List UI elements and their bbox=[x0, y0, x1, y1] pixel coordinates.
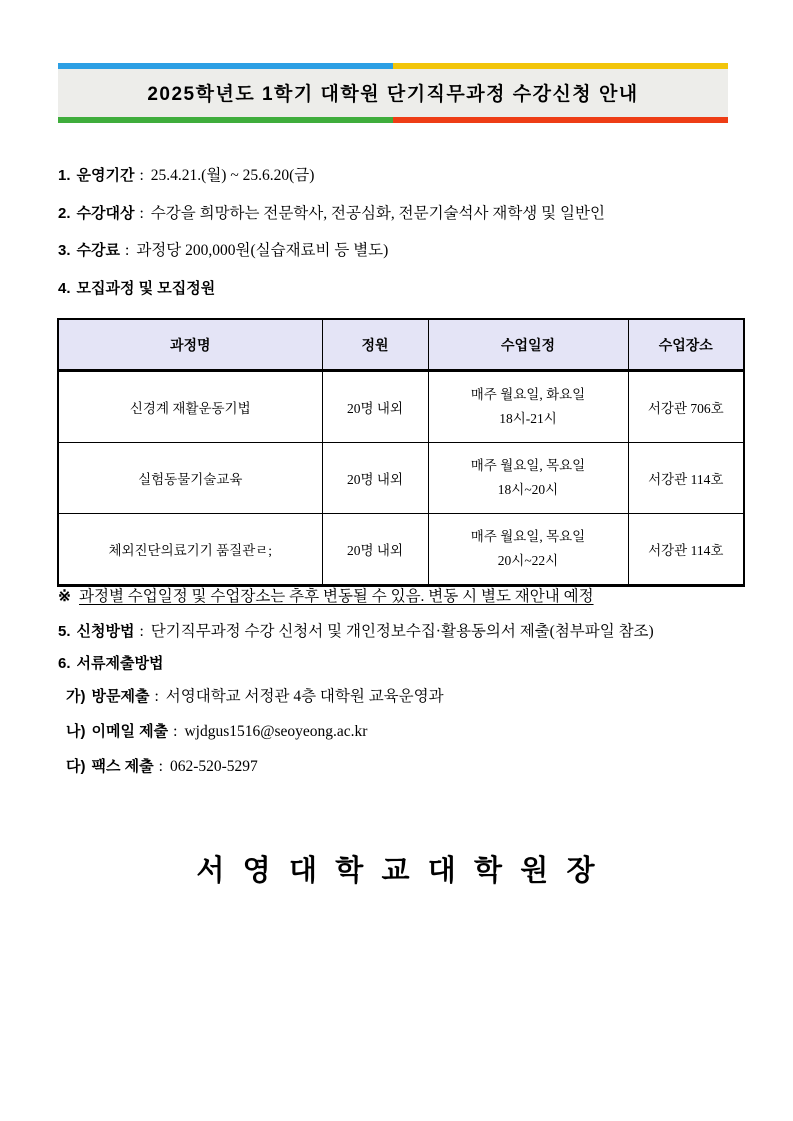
schedule-days: 매주 월요일, 화요일 bbox=[470, 387, 586, 403]
column-header-schedule: 수업일정 bbox=[428, 319, 628, 371]
schedule-change-note bbox=[58, 584, 594, 606]
item-label: 서류제출방법 bbox=[76, 655, 164, 672]
sub-item-label: 이메일 제출 bbox=[91, 723, 169, 740]
colon-separator: : bbox=[173, 723, 178, 740]
schedule-hours: 18시~20시 bbox=[497, 482, 559, 497]
item-number: 4. bbox=[58, 280, 71, 297]
item-label: 모집과정 및 모집정원 bbox=[76, 280, 216, 297]
item-document-submission-heading bbox=[58, 654, 163, 674]
item-number: 2. bbox=[58, 205, 71, 222]
item-label: 신청방법 bbox=[76, 623, 135, 640]
cell-course-name: 체외진단의료기기 품질관ㄹ; bbox=[58, 514, 322, 586]
item-text: 과정당 200,000원(실습재료비 등 별도) bbox=[136, 242, 389, 259]
course-table bbox=[57, 318, 745, 587]
email-address: wjdgus1516@seoyeong.ac.kr bbox=[184, 723, 368, 740]
cell-schedule bbox=[428, 443, 628, 514]
item-label: 운영기간 bbox=[76, 167, 135, 184]
table-row bbox=[58, 514, 744, 586]
page-title: 2025학년도 1학기 대학원 단기직무과정 수강신청 안내 bbox=[147, 84, 639, 105]
title-background bbox=[58, 69, 728, 117]
banner-bar-blue bbox=[58, 63, 393, 69]
column-header-course-name: 과정명 bbox=[58, 319, 322, 371]
item-text: 수강을 희망하는 전문학사, 전공심화, 전문기술석사 재학생 및 일반인 bbox=[150, 205, 605, 222]
cell-schedule bbox=[428, 371, 628, 443]
sub-item-number: 나) bbox=[66, 723, 86, 740]
schedule-hours: 18시-21시 bbox=[499, 411, 557, 426]
banner-bar-red bbox=[393, 117, 728, 123]
item-number: 5. bbox=[58, 623, 71, 640]
cell-course-name: 신경계 재활운동기법 bbox=[58, 371, 322, 443]
item-label: 수강대상 bbox=[76, 205, 135, 222]
cell-capacity: 20명 내외 bbox=[322, 371, 428, 443]
banner-bottom-bar bbox=[58, 117, 728, 123]
sub-item-text: 서영대학교 서정관 4층 대학원 교육운영과 bbox=[165, 688, 444, 705]
column-header-location: 수업장소 bbox=[628, 319, 744, 371]
table-header-row bbox=[58, 319, 744, 371]
reference-mark-icon: ※ bbox=[58, 588, 71, 605]
item-target-audience bbox=[58, 204, 605, 224]
cell-capacity: 20명 내외 bbox=[322, 514, 428, 586]
cell-capacity: 20명 내외 bbox=[322, 443, 428, 514]
item-application-method bbox=[58, 622, 654, 642]
colon-separator: : bbox=[139, 623, 144, 640]
colon-separator: : bbox=[139, 167, 144, 184]
colon-separator: : bbox=[125, 242, 130, 259]
schedule-hours: 20시~22시 bbox=[497, 553, 559, 568]
schedule-days: 매주 월요일, 목요일 bbox=[470, 458, 586, 474]
item-number: 1. bbox=[58, 167, 71, 184]
sub-item-visit-submission bbox=[66, 687, 444, 707]
item-number: 3. bbox=[58, 242, 71, 259]
item-operation-period bbox=[58, 166, 314, 186]
colon-separator: : bbox=[139, 205, 144, 222]
colon-separator: : bbox=[154, 688, 159, 705]
sub-item-label: 팩스 제출 bbox=[91, 758, 154, 775]
item-course-list-heading bbox=[58, 279, 215, 299]
table-row bbox=[58, 371, 744, 443]
colon-separator: : bbox=[158, 758, 163, 775]
sub-item-fax-submission bbox=[66, 757, 258, 777]
cell-course-name: 실험동물기술교육 bbox=[58, 443, 322, 514]
issuer-signature: 서 영 대 학 교 대 학 원 장 bbox=[196, 855, 597, 887]
banner-bar-yellow bbox=[393, 63, 728, 69]
item-number: 6. bbox=[58, 655, 71, 672]
cell-location: 서강관 114호 bbox=[628, 443, 744, 514]
sub-item-label: 방문제출 bbox=[91, 688, 150, 705]
cell-location: 서강관 114호 bbox=[628, 514, 744, 586]
item-text: 단기직무과정 수강 신청서 및 개인정보수집·활용동의서 제출(첨부파일 참조) bbox=[150, 623, 654, 640]
cell-location: 서강관 706호 bbox=[628, 371, 744, 443]
banner-bar-green bbox=[58, 117, 393, 123]
fax-number: 062-520-5297 bbox=[169, 758, 258, 775]
sub-item-number: 다) bbox=[66, 758, 86, 775]
table-row bbox=[58, 443, 744, 514]
sub-item-number: 가) bbox=[66, 688, 86, 705]
schedule-days: 매주 월요일, 목요일 bbox=[470, 529, 586, 545]
item-text: 25.4.21.(월) ~ 25.6.20(금) bbox=[150, 167, 315, 184]
note-text: 과정별 수업일정 및 수업장소는 추후 변동될 수 있음. 변동 시 별도 재안내 예정 bbox=[79, 588, 594, 605]
item-tuition-fee bbox=[58, 241, 388, 261]
item-label: 수강료 bbox=[76, 242, 120, 259]
column-header-capacity: 정원 bbox=[322, 319, 428, 371]
banner-top-bar bbox=[58, 63, 728, 69]
title-banner bbox=[58, 63, 728, 123]
sub-item-email-submission bbox=[66, 722, 367, 742]
cell-schedule bbox=[428, 514, 628, 586]
